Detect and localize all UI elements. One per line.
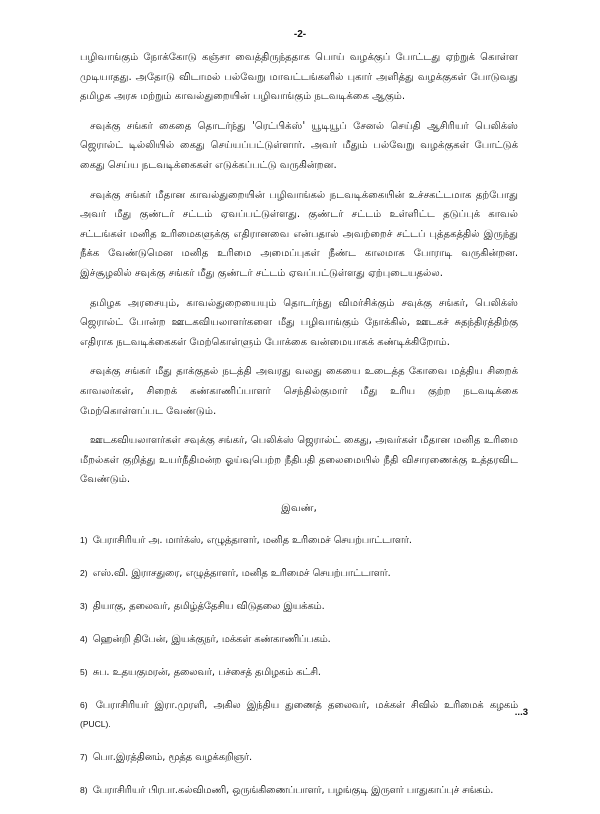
paragraph-3: சவுக்கு சங்கர் மீதான காவல்துறையின் பழிவாங்கல் நடவடிக்கையின் உச்சகட்டமாக தற்போது அவர் மீது குண்டர் சட்டம் ஏவப்பட்டுள்ளது. குண்டர் சட்டம் உள்ளிட்ட தடுப்புக் காவல் சட்டங்கள் மனித உரிமைகளுக்கு எதிரானவை என்பதால் அவற்றைச் சட்டப் புத்தகத்தில் இருந்து நீக்க வேண்டுமென மனித உரிமை அமைப்புகள் நீண்ட காலமாக போராடி வருகின்றன. இச்சூழலில் சவுக்கு சங்கர் மீது குண்டர் சட்டம் ஏவப்பட்டுள்ளது ஏற்புடையதல்ல. bbox=[80, 189, 518, 279]
signatory-number: 5) bbox=[80, 666, 88, 677]
signatory-text: எஸ்.வி. இராசதுரை, எழுத்தாளர், மனித உரிமைச் செயற்பாட்டாளர். bbox=[92, 567, 391, 579]
signatory-number: 6) bbox=[80, 699, 88, 710]
signatory-item bbox=[80, 781, 518, 800]
signatory-text: தியாகு, தலைவர், தமிழ்த்தேசிய விடுதலை இயக்கம். bbox=[92, 600, 325, 612]
signatory-number: 4) bbox=[80, 633, 88, 644]
signatory-number: 2) bbox=[80, 567, 88, 578]
signatory-org-abbrev: (PUCL). bbox=[80, 718, 111, 729]
signatory-item bbox=[80, 748, 518, 767]
signatory-item bbox=[80, 531, 518, 550]
paragraph-4: தமிழக அரசையும், காவல்துறையையும் தொடர்ந்து விமர்சிக்கும் சவுக்கு சங்கர், பெலிக்ஸ் ஜெரால்ட் போன்ற ஊடகவியலாளர்களை மீது பழிவாங்கும் நோக்கில், ஊடகச் சுதந்திரத்திற்கு எதிராக நடவடிக்கைகள் மேற்கொள்ளும் போக்கை வன்மையாகக் கண்டிக்கிறோம். bbox=[80, 297, 518, 348]
paragraph-1: பழிவாங்கும் நோக்கோடு கஞ்சா வைத்திருந்ததாக பொய் வழக்குப் போட்டது ஏற்றுக் கொள்ள முடியாதது. அதோடு விடாமல் பல்வேறு மாவட்டங்களில் புகார் அளித்து வழக்குகள் போடுவது தமிழக அரசு மற்றும் காவல்துறையின் பழிவாங்கும் நடவடிக்கை ஆகும். bbox=[80, 52, 518, 103]
signatory-item bbox=[80, 663, 518, 682]
signatory-text: பேராசிரியர் பிரபா.கல்விமணி, ஒருங்கிணைப்பாளர், பழங்குடி இருளர் பாதுகாப்புச் சங்கம். bbox=[92, 784, 494, 796]
document-body bbox=[80, 48, 518, 814]
continued-marker: ...3 bbox=[514, 707, 528, 718]
closing-salutation: இவண், bbox=[281, 502, 317, 514]
paragraph-2: சவுக்கு சங்கர் கைதை தொடர்ந்து 'ரெட்பிக்ஸ்' யூடியூப் சேனல் செய்தி ஆசிரியர் பெலிக்ஸ் ஜெரால்ட் டில்லியில் கைது செய்யப்பட்டுள்ளார். அவர் மீதும் பல்வேறு வழக்குகள் போட்டுக் கைது செய்ய நடவடிக்கைகள் எடுக்கப்பட்டு வருகின்றன. bbox=[80, 120, 518, 171]
signatory-text: பொ.இரத்தினம், மூத்த வழக்கறிஞர். bbox=[92, 751, 253, 763]
signatory-list bbox=[80, 531, 518, 800]
signatory-item bbox=[80, 597, 518, 616]
signatory-text: ஹென்றி திபேன், இயக்குநர், மக்கள் கண்காணிப்பகம். bbox=[92, 633, 331, 645]
signatory-text: பேராசிரியர் அ. மார்க்ஸ், எழுத்தாளர், மனித உரிமைச் செயற்பாட்டாளர். bbox=[92, 534, 412, 546]
signatory-text: பேராசிரியர் இரா.முரளி, அகில இந்திய துணைத் தலைவர், மக்கள் சிவில் உரிமைக் கழகம் bbox=[95, 699, 518, 711]
signatory-number: 1) bbox=[80, 534, 88, 545]
page-number: -2- bbox=[293, 29, 307, 40]
signatory-number: 8) bbox=[80, 784, 88, 795]
paragraph-5: சவுக்கு சங்கர் மீது தாக்குதல் நடத்தி அவரது வலது கையை உடைத்த கோவை மத்திய சிறைக் காவலர்கள், சிறைக் கண்காணிப்பாளர் செந்தில்குமார் மீது உரிய குற்ற நடவடிக்கை மேற்கொள்ளப்பட வேண்டும். bbox=[80, 366, 518, 417]
signatory-item bbox=[80, 696, 518, 734]
signatory-text: சுப. உதயகுமரன், தலைவர், பச்சைத் தமிழகம் கட்சி. bbox=[92, 666, 322, 678]
signatory-item bbox=[80, 630, 518, 649]
signatory-number: 3) bbox=[80, 600, 88, 611]
paragraph-6: ஊடகவியலாளர்கள் சவுக்கு சங்கர், பெலிக்ஸ் ஜெரால்ட் கைது, அவர்கள் மீதான மனித உரிமை மீறல்கள் குறித்து உயர்நீதிமன்ற ஓய்வுபெற்ற நீதிபதி தலைமையில் நீதி விசாரணைக்கு உத்தரவிட வேண்டும். bbox=[80, 435, 518, 486]
signatory-number: 7) bbox=[80, 751, 88, 762]
signatory-item bbox=[80, 564, 518, 583]
